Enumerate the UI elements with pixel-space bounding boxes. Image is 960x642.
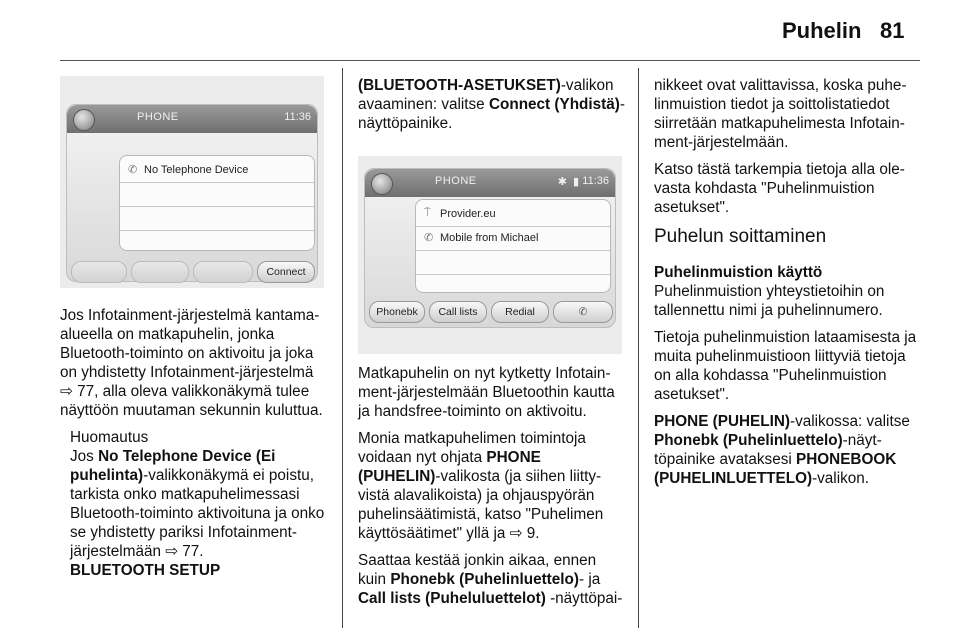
column-divider [638, 68, 639, 628]
column-3 [654, 76, 924, 496]
paragraph: Monia matkapuhelimen toimintoja voidaan nyt ohjata PHONE (PUHELIN)-valikosta (ja siihen liittyvistä alavalikoista) ja ohjauspyörän puhelinsäätimistä, katso "Puhelimen käyttösäätimet" yllä ja ⇨ 9. [358, 430, 604, 542]
globe-icon [371, 173, 393, 195]
page-number: 81 [880, 18, 905, 43]
handset-button[interactable] [553, 301, 613, 323]
handset-icon: ✆ [578, 306, 588, 318]
screen-title-bar [67, 105, 317, 133]
list-item[interactable] [120, 158, 314, 183]
phone-icon: ✆ [424, 232, 434, 244]
list-item-label: Provider.eu [440, 208, 496, 220]
note-box [70, 428, 328, 580]
paragraph: Katso tästä tarkempia tietoja alla olevasta kohdasta "Puhelinmuistion asetukset". [654, 161, 905, 216]
softkey-disabled [193, 261, 253, 283]
softkey-disabled [131, 261, 189, 283]
column-divider [342, 68, 343, 628]
screen-clock: 11:36 [582, 175, 609, 187]
note-title: Huomautus [70, 429, 149, 446]
paragraph: Saattaa kestää jonkin aikaa, ennen kuin Phonebk (Puhelinluettelo)- ja Call lists (Puheluluettelot) -näyttöpai- [358, 552, 623, 607]
redial-button[interactable]: Redial [491, 301, 549, 323]
list-item-label: No Telephone Device [144, 164, 249, 176]
signal-icon: ▮ [572, 176, 579, 188]
softkey-disabled [71, 261, 127, 283]
device-list [119, 155, 315, 251]
section-heading: Puhelun soittaminen [654, 226, 827, 247]
screen-frame [364, 168, 616, 328]
device-list [415, 199, 611, 293]
header-rule [60, 60, 920, 61]
call-lists-button[interactable]: Call lists [429, 301, 487, 323]
connect-button[interactable]: Connect [257, 261, 315, 283]
paragraph: Jos Infotainment-järjestelmä kantama-alueella on matkapuhelin, jonka Bluetooth-toiminto on aktivoitu ja joka on yhdistetty Infotainment-järjestelmä ⇨ 77, alla oleva valikkonäkymä tulee näyttöön muutaman sekunnin kuluttua. [60, 307, 323, 419]
paragraph: nikkeet ovat valittavissa, koska puhelinmuistion tiedot ja soittolistatiedot siirretään matkapuhelimesta Infotainment-järjestelmään. [654, 77, 907, 151]
phonebook-button[interactable]: Phonebk [369, 301, 425, 323]
screen-frame [66, 104, 318, 282]
list-item-empty [120, 182, 314, 207]
bluetooth-icon: ✱ [557, 176, 567, 188]
paragraph: PHONE (PUHELIN)-valikossa: valitse Phonebk (Puhelinluettelo)-näyttöpainike avataksesi PHONEBOOK (PUHELINLUETTELO)-valikon. [654, 413, 910, 487]
phone-icon: ✆ [128, 164, 138, 176]
screen-clock: 11:36 [284, 111, 311, 123]
list-item[interactable] [416, 202, 610, 227]
list-item-empty [416, 250, 610, 275]
paragraph: Matkapuhelin on nyt kytketty Infotainment-järjestelmään Bluetoothin kautta ja handsfree-toiminto on aktivoitu. [358, 365, 615, 420]
paragraph: Tietoja puhelinmuistion lataamisesta ja muita puhelinmuistioon liittyviä tietoja on alla kohdassa "Puhelinmuistion asetukset". [654, 329, 917, 403]
list-item-label: Mobile from Michael [440, 232, 539, 244]
column-2-bottom [358, 364, 626, 616]
list-item[interactable] [416, 226, 610, 251]
paragraph: (BLUETOOTH-ASETUKSET)-valikon avaaminen: valitse Connect (Yhdistä)-näyttöpainike. [358, 77, 625, 132]
column-1 [60, 306, 328, 580]
antenna-icon: ⍑ [424, 207, 431, 219]
screen-title: PHONE [435, 175, 477, 187]
phone-screen-no-device [60, 76, 324, 288]
subsection-heading: Puhelinmuistion käyttö [654, 264, 823, 281]
phone-screen-connected [358, 156, 622, 354]
paragraph: Puhelinmuistion yhteystietoihin on tallennettu nimi ja puhelinnumero. [654, 283, 885, 319]
column-2-top [358, 76, 626, 141]
screen-title: PHONE [137, 111, 179, 123]
note-body: Jos No Telephone Device (Ei puhelinta)-valikkonäkymä ei poistu, tarkista onko matkapuhelimessasi Bluetooth-toiminto aktivoituna ja onko se yhdistetty pariksi Infotainment-järjestelmään ⇨ 77. BLUETOOTH SETUP [70, 448, 325, 579]
screen-title-bar [365, 169, 615, 197]
list-item-empty [120, 206, 314, 231]
page-header [0, 0, 960, 60]
globe-icon [73, 109, 95, 131]
page-title: Puhelin [782, 18, 862, 43]
